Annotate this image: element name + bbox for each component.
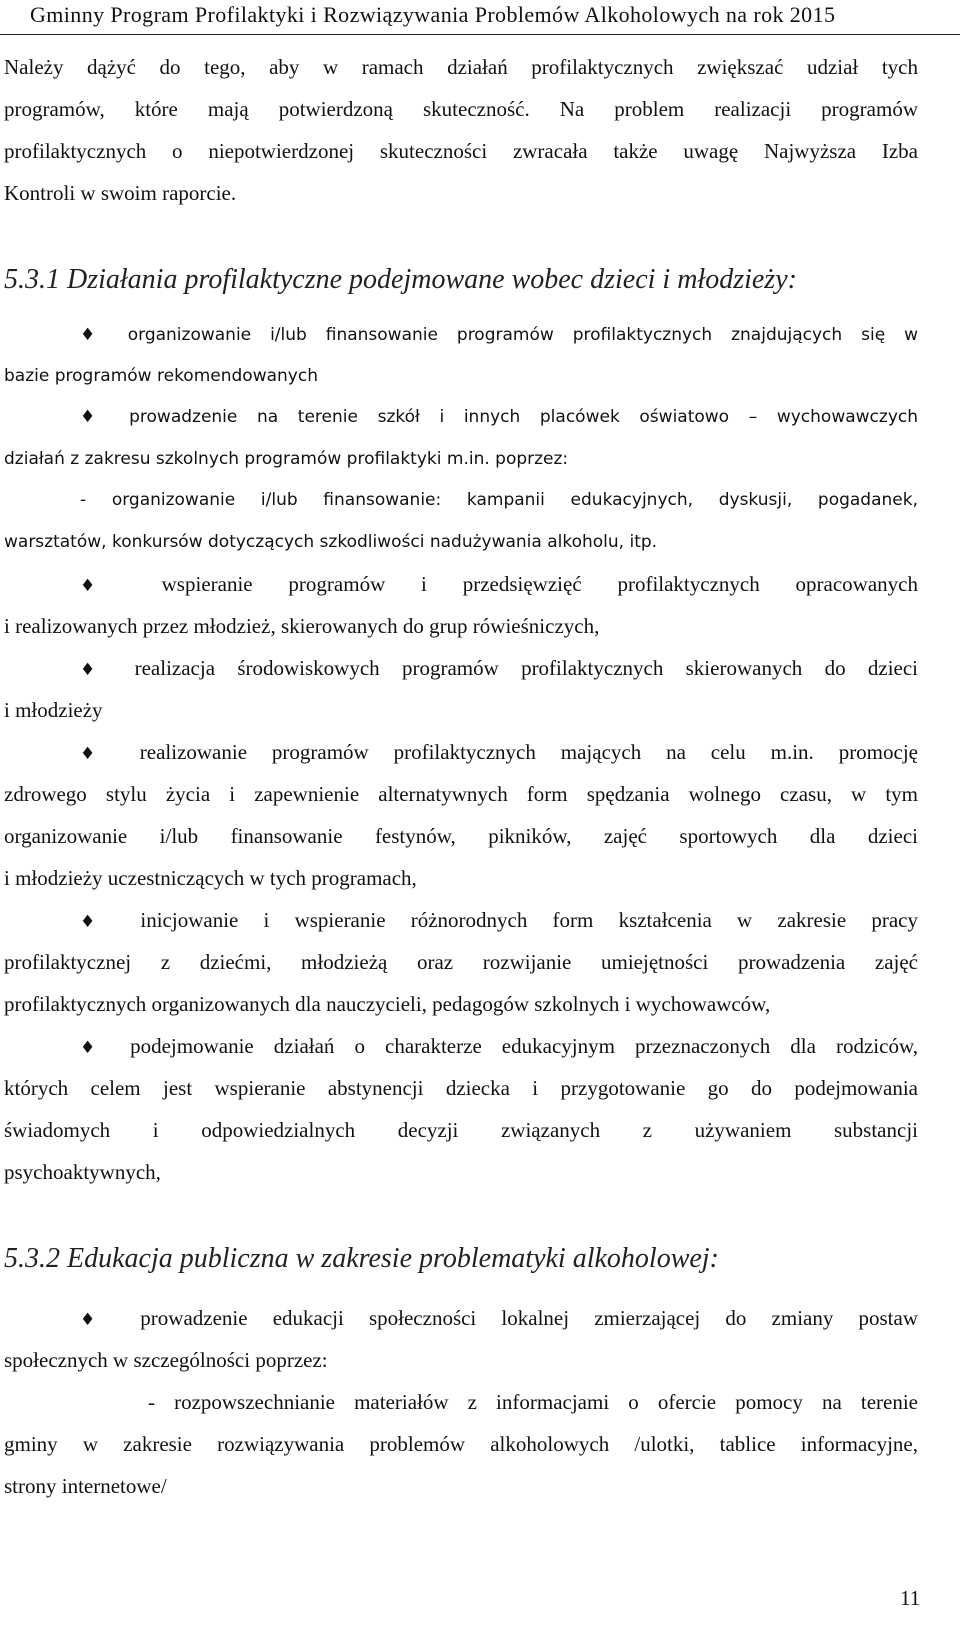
bullet-line (80, 740, 918, 765)
text-line: warsztatów, konkursów dotyczących szkodliwości nadużywania alkoholu, itp. (4, 532, 658, 552)
bullet-line (80, 325, 918, 345)
intro-line: programów, które mają potwierdzoną skuteczność. Na problem realizacji programów (4, 97, 918, 121)
bullet-text: realizowanie programów profilaktycznych mających na celu m.in. promocję (139, 740, 918, 764)
diamond-bullet-icon: ♦ (80, 325, 109, 345)
bullet-text: organizowanie i/lub finansowanie programów profilaktycznych znajdujących się w (127, 325, 919, 345)
text-line: społecznych w szczególności poprzez: (4, 1348, 328, 1372)
text-line: profilaktycznej z dziećmi, młodzieżą oraz rozwijanie umiejętności prowadzenia zajęć (4, 950, 918, 974)
section-heading-5-3-2: 5.3.2 Edukacja publiczna w zakresie problematyki alkoholowej: (4, 1243, 719, 1274)
diamond-bullet-icon: ♦ (80, 1038, 111, 1058)
diamond-bullet-icon: ♦ (80, 744, 115, 764)
bullet-text: wspieranie programów i przedsięwzięć profilaktycznych opracowanych (161, 572, 918, 596)
text-line: profilaktycznych organizowanych dla nauczycieli, pedagogów szkolnych i wychowawców, (4, 992, 771, 1016)
intro-line: Kontroli w swoim raporcie. (4, 181, 237, 205)
page-number: 11 (900, 1586, 921, 1610)
running-header: Gminny Program Profilaktyki i Rozwiązywania Problemów Alkoholowych na rok 2015 (30, 2, 836, 27)
text-line: i realizowanych przez młodzież, skierowanych do grup rówieśniczych, (4, 614, 600, 638)
intro-line: profilaktycznych o niepotwierdzonej skuteczności zwracała także uwagę Najwyższa Izba (4, 139, 918, 163)
bullet-line (80, 1306, 918, 1331)
text-line: świadomych i odpowiedzialnych decyzji związanych z używaniem substancji (4, 1118, 918, 1142)
dash-line: - rozpowszechnianie materiałów z informacjami o ofercie pomocy na terenie (148, 1390, 918, 1414)
bullet-text: inicjowanie i wspieranie różnorodnych form kształcenia w zakresie pracy (140, 908, 919, 932)
text-line: psychoaktywnych, (4, 1160, 161, 1184)
bullet-text: prowadzenie edukacji społeczności lokalnej zmierzającej do zmiany postaw (140, 1306, 918, 1330)
text-line: zdrowego stylu życia i zapewnienie alternatywnych form spędzania wolnego czasu, w tym (4, 782, 918, 806)
bullet-line (80, 1034, 918, 1059)
bullet-line (80, 908, 918, 933)
bullet-line (80, 572, 918, 597)
text-line: działań z zakresu szkolnych programów profilaktyki m.in. poprzez: (4, 449, 569, 469)
text-line: i młodzieży uczestniczących w tych programach, (4, 866, 417, 890)
bullet-line (80, 407, 918, 427)
text-line: gminy w zakresie rozwiązywania problemów alkoholowych /ulotki, tablice informacyjne, (4, 1432, 918, 1456)
text-line: strony internetowe/ (4, 1474, 167, 1498)
dash-line: - organizowanie i/lub finansowanie: kampanii edukacyjnych, dyskusji, pogadanek, (80, 490, 918, 510)
diamond-bullet-icon: ♦ (80, 912, 116, 932)
section-heading-5-3-1: 5.3.1 Działania profilaktyczne podejmowane wobec dzieci i młodzieży: (4, 264, 797, 295)
intro-line: Należy dążyć do tego, aby w ramach działań profilaktycznych zwiększać udział tych (4, 55, 918, 79)
diamond-bullet-icon: ♦ (80, 576, 126, 596)
bullet-text: prowadzenie na terenie szkół i innych placówek oświatowo – wychowawczych (129, 407, 918, 427)
text-line: organizowanie i/lub finansowanie festynów, pikników, zajęć sportowych dla dzieci (4, 824, 918, 848)
text-line: bazie programów rekomendowanych (4, 366, 318, 386)
text-line: których celem jest wspieranie abstynencji dziecka i przygotowanie go do podejmowania (4, 1076, 918, 1100)
bullet-line (80, 656, 918, 681)
header-rule (0, 34, 960, 35)
text-line: i młodzieży (4, 698, 103, 722)
bullet-text: podejmowanie działań o charakterze edukacyjnym przeznaczonych dla rodziców, (130, 1034, 919, 1058)
diamond-bullet-icon: ♦ (80, 407, 110, 427)
diamond-bullet-icon: ♦ (80, 660, 113, 680)
diamond-bullet-icon: ♦ (80, 1310, 116, 1330)
bullet-text: realizacja środowiskowych programów profilaktycznych skierowanych do dzieci (134, 656, 918, 680)
